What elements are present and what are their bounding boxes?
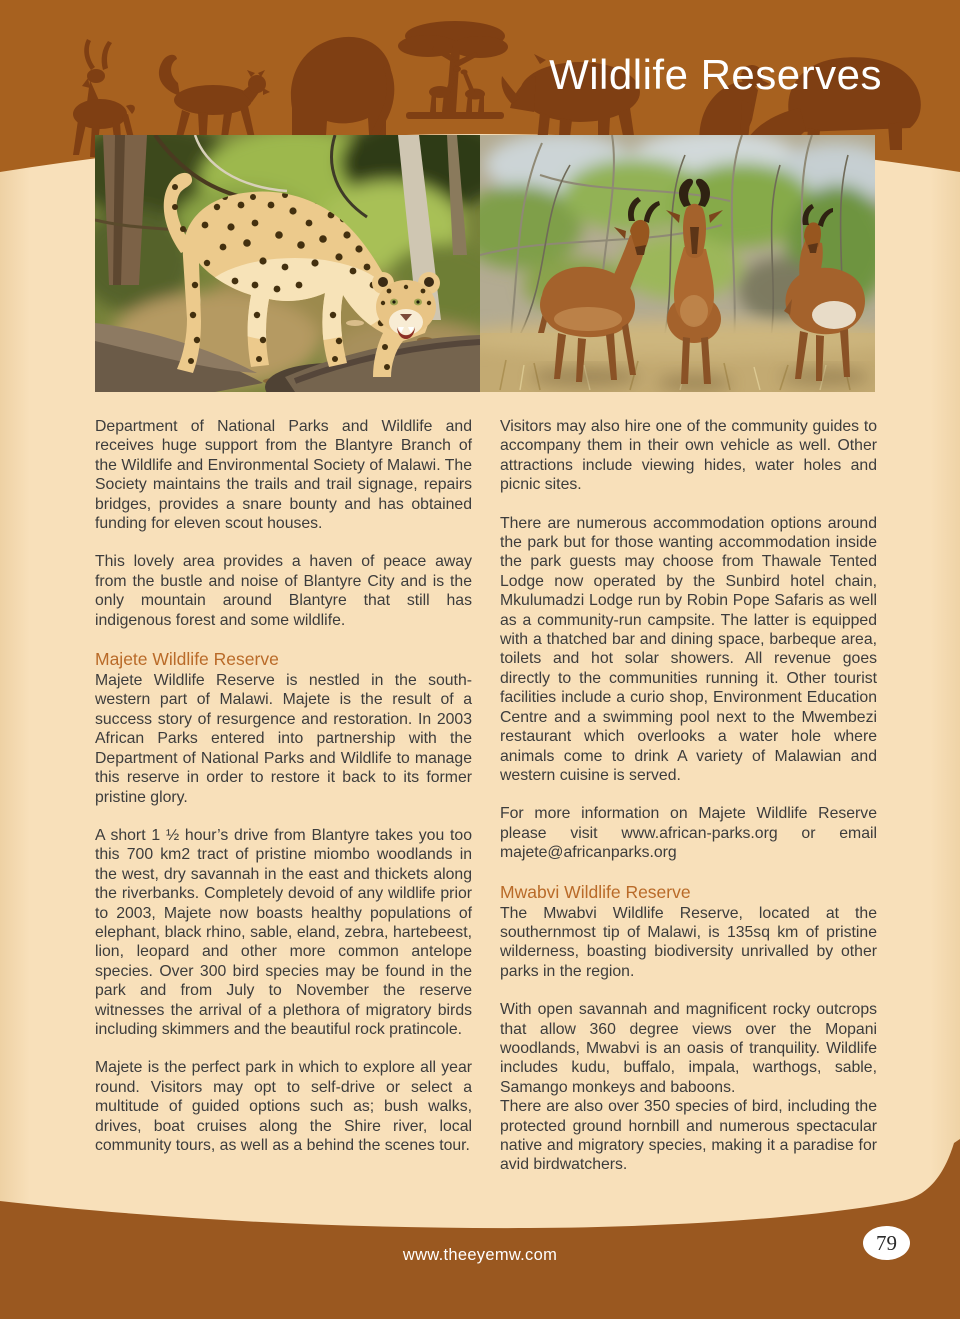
section-heading-majete: Majete Wildlife Reserve	[95, 649, 279, 670]
hartebeest-photo	[480, 135, 875, 392]
paragraph: There are also over 350 species of bird, including the protected ground hornbill and numerous spectacular native and migratory species, making it a paradise for avid birdwatchers.	[500, 1098, 877, 1174]
page-title: Wildlife Reserves	[549, 51, 882, 98]
footer-band	[0, 1139, 960, 1319]
paragraph: With open savannah and magnificent rocky outcrops that allow 360 degree views over the Mopani woodlands, Mwabvi is an oasis of tranquility. Wildlife includes kudu, buffalo, impala, warthogs, sable, Samango monkeys and baboons.	[500, 1001, 877, 1096]
right-column	[500, 417, 877, 1194]
article	[95, 417, 877, 1194]
paragraph: Majete Wildlife Reserve is nestled in the south-western part of Malawi. Majete is the result of a success story of resurgence and restoration. In 2003 African Parks entered into partnership with the Department of National Parks and Wildlife to manage this reserve in order to restore it back to its former pristine glory.	[95, 672, 472, 806]
footer-background	[0, 1139, 960, 1319]
paragraph: There are numerous accommodation options around the park but for those wanting accommodation inside the park guests may choose from Thawale Tented Lodge now operated by the Sunbird hotel chain, Mkulumadzi Lodge run by Robin Pope Safaris as well as a community-run campsite. The latter is equipped with a thatched bar and dining space, barbeque area, toilets and hot solar showers. All revenue goes directly to the communities running it. Other tourist facilities include a curio shop, Environment Education Centre and a swimming pool next to the Mwembezi restaurant which overlooks a water hole where animals come to drink A variety of Malawian and western cuisine is served.	[500, 514, 877, 784]
paragraph: Majete is the perfect park in which to explore all year round. Visitors may opt to self-drive or select a multitude of guided options such as; bush walks, drives, boat cruises along the Shire river, local community tours, as well as a behind the scenes tour.	[95, 1059, 472, 1154]
paragraph: Visitors may also hire one of the community guides to accompany them in their own vehicle as well. Other attractions include viewing hides, water holes and picnic sites.	[500, 418, 877, 494]
leopard-photo	[95, 135, 480, 392]
website-url: www.theeyemw.com	[402, 1246, 558, 1264]
section-heading-mwabvi: Mwabvi Wildlife Reserve	[500, 881, 691, 902]
leopard-photo-scene	[95, 135, 480, 392]
paragraph: For more information on Majete Wildlife Reserve please visit www.african-parks.org or email majete@africanparks.org	[500, 805, 877, 862]
paragraph: Department of National Parks and Wildlife and receives huge support from the Blantyre Branch of the Wildlife and Environmental Society of Malawi. The Society maintains the trails and trail signage, repairs bridges, provides a snare bounty and has obtained funding for eleven scout houses.	[95, 418, 472, 533]
left-column	[95, 417, 472, 1194]
page-number: 79	[876, 1231, 897, 1255]
paragraph: A short 1 ½ hour’s drive from Blantyre takes you too this 700 km2 tract of pristine miombo woodlands in the west, dry savannah in the east and thickets along the riverbanks. Completely devoid of any wildlife prior to 2003, Majete now boasts healthy populations of elephant, black rhino, sable, eland, zebra, hartebeest, lion, leopard and other more common antelope species. Over 300 bird species may be found in the park and from July to November the reserve witnesses the arrival of a plethora of migratory birds including skimmers and the beautiful rock pratincole.	[95, 826, 472, 1038]
hartebeest-photo-scene	[480, 135, 875, 392]
page-number-badge	[863, 1226, 910, 1260]
paragraph: The Mwabvi Wildlife Reserve, located at the southernmost tip of Malawi, is 135sq km of pristine wilderness, boasting biodiversity unrivalled by other parks in the region.	[500, 904, 877, 980]
paragraph: This lovely area provides a haven of peace away from the bustle and noise of Blantyre City and is the only mountain around Blantyre that still has indigenous forest and some wildlife.	[95, 553, 472, 629]
